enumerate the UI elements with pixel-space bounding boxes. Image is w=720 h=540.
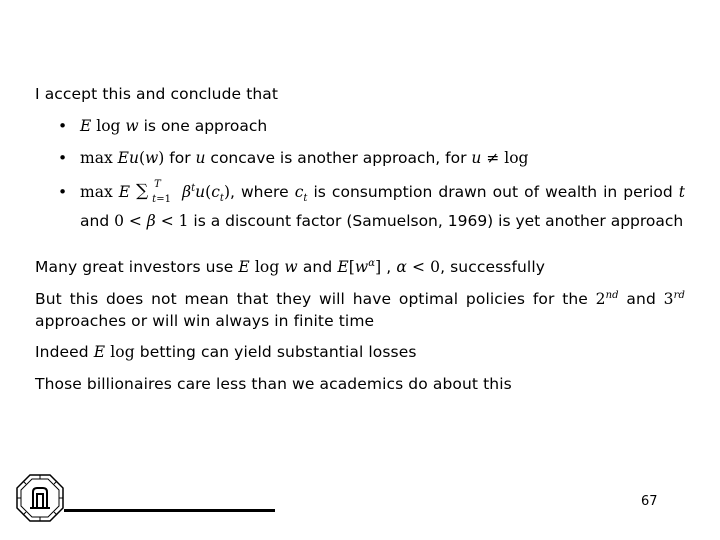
bullet-text: max E ∑ T t=1 $\beta^tu(c_t)$, where $c_t$ is consumption drawn out of wealth in period t and 0 < β < 1 is a discount factor (Samuelson, 1969) is yet another approach [80,179,685,231]
bullet-dot-icon: • [58,149,68,167]
page-number: 67 [641,494,658,509]
bullet-max-eu [58,147,685,169]
great-investors-text: Many great investors use E log w and $E[w^\alpha]$ , α < 0, successfully [35,258,546,276]
bullet-text: max Eu(w) for u concave is another approach, for u ≠ log [80,149,529,167]
billionaires-text: Those billionaires care less than we academics do about this [35,375,512,393]
optimal-policies-text: But this does not mean that they will have optimal policies for the 2nd and 3rd approaches or will win always in finite time [35,290,685,330]
bullet-elog [58,115,685,137]
summation-symbol: ∑ T t=1 [136,179,171,205]
intro-text: I accept this and conclude that [35,85,279,103]
bullet-dot-icon: • [58,117,68,135]
footer-rule [64,509,275,512]
losses-text: Indeed E log betting can yield substantial losses [35,343,417,361]
bullet-dot-icon: • [58,183,68,201]
bullet-text: E log w is one approach [80,117,268,135]
octagon-logo-icon [16,474,64,522]
bullet-discounted-utility [58,181,685,232]
